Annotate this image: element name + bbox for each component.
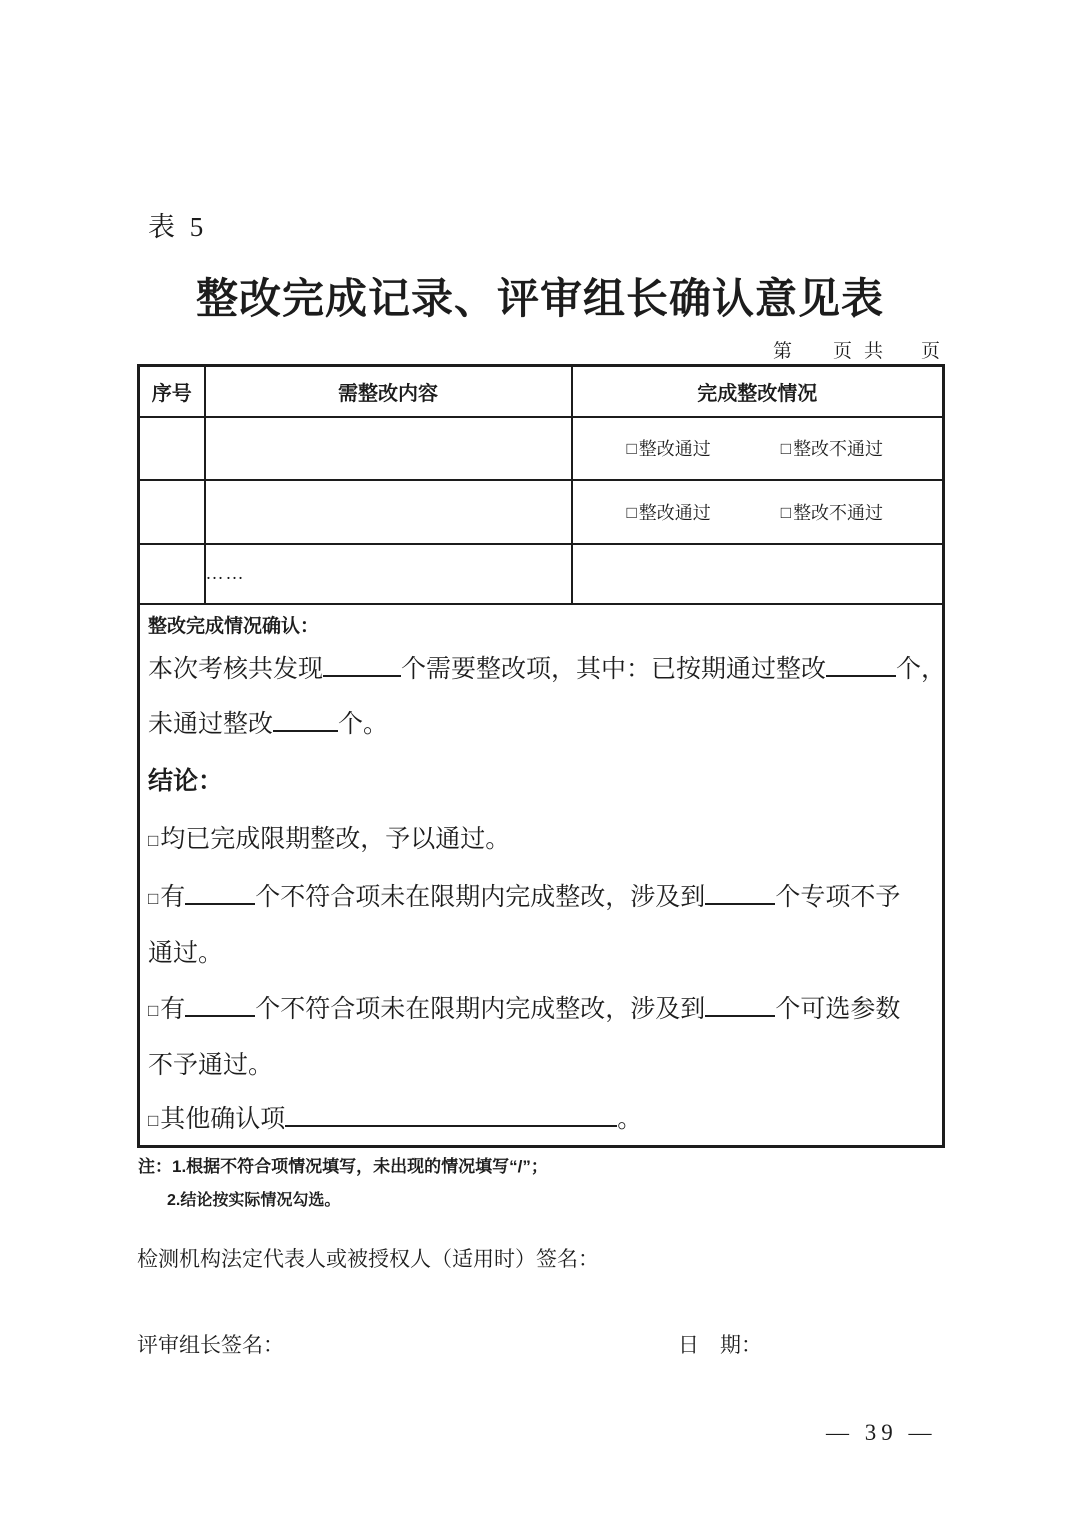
summary-text: 本次考核共发现: [148, 655, 324, 683]
status-cell: [572, 480, 944, 544]
column-header-seq: 序号: [139, 366, 205, 417]
conclusion-heading: 结论：: [148, 767, 224, 795]
conclusion-option-1: [148, 819, 510, 855]
note-line-1: 注：1.根据不符合项情况填写，未出现的情况填写“/”；: [138, 1157, 548, 1176]
summary-text: 个，: [896, 655, 947, 683]
pass-label: 整改通过: [638, 439, 711, 459]
option-text: 个可选参数: [775, 995, 901, 1023]
option-text: 有: [160, 995, 186, 1023]
table-row: [139, 480, 944, 544]
content-cell: [205, 417, 572, 480]
fail-option: [781, 435, 883, 461]
option-text: 个不符合项未在限期内完成整改，涉及到: [255, 883, 706, 911]
page-indicator: [773, 336, 940, 363]
blank-field: [185, 879, 255, 905]
table-row: [139, 544, 944, 604]
table-row: [139, 417, 944, 480]
blank-field: [705, 991, 775, 1017]
seq-cell: [139, 480, 205, 544]
fail-option: [781, 499, 883, 525]
option-text: 均已完成限期整改，予以通过。: [160, 825, 511, 853]
confirmation-row: [139, 604, 944, 1147]
blank-field: [185, 991, 255, 1017]
content-ellipsis-cell: ……: [205, 544, 572, 604]
checkbox-icon: □: [626, 502, 637, 522]
note-line-2: 2.结论按实际情况勾选。: [167, 1192, 341, 1209]
page-indicator-ye1: 页: [832, 341, 852, 362]
option-text: 个专项不予: [775, 883, 901, 911]
status-cell: [572, 544, 944, 604]
seq-cell: [139, 417, 205, 480]
status-cell: [572, 417, 944, 480]
conclusion-option-3: [148, 989, 900, 1025]
rectification-table: [137, 364, 945, 1148]
option-text: 个不符合项未在限期内完成整改，涉及到: [255, 995, 706, 1023]
date-label: 日 期：: [678, 1333, 762, 1357]
page-indicator-gong: 共: [863, 341, 883, 362]
option-text: 有: [160, 883, 186, 911]
table-header-row: [139, 366, 944, 417]
pass-option: [627, 435, 711, 461]
blank-field: [323, 651, 401, 677]
checkbox-icon: □: [148, 1000, 159, 1020]
blank-field: [285, 1101, 617, 1127]
content-cell: [205, 480, 572, 544]
conclusion-option-2-wrap: 通过。: [148, 939, 224, 967]
summary-text: 未通过整改: [148, 710, 274, 738]
page-indicator-di: 第: [772, 341, 792, 362]
summary-line-2: [148, 704, 388, 740]
conclusion-option-4: [148, 1099, 642, 1135]
blank-field: [273, 706, 338, 732]
conclusion-option-2: [148, 877, 900, 913]
checkbox-icon: □: [626, 439, 637, 458]
blank-field: [705, 879, 775, 905]
checkbox-icon: □: [780, 439, 792, 458]
pass-option: [627, 499, 711, 525]
pass-label: 整改通过: [638, 502, 711, 523]
seq-cell: [139, 544, 205, 604]
fail-label: 整改不通过: [793, 439, 884, 459]
checkbox-icon: □: [148, 1110, 159, 1130]
page-indicator-ye2: 页: [920, 341, 940, 362]
conclusion-option-3-wrap: 不予通过。: [148, 1051, 274, 1079]
form-number-label: 表 5: [148, 212, 208, 242]
agency-signature-label: 检测机构法定代表人或被授权人（适用时）签名：: [137, 1247, 599, 1271]
column-header-content: 需整改内容: [205, 366, 572, 417]
fail-label: 整改不通过: [793, 502, 884, 523]
confirmation-cell: [139, 604, 947, 1147]
blank-field: [826, 651, 896, 677]
summary-text: 个。: [338, 710, 389, 738]
page-number: — 39 —: [826, 1420, 937, 1445]
column-header-status: 完成整改情况: [572, 366, 944, 417]
page-title: 整改完成记录、评审组长确认意见表: [195, 277, 884, 323]
checkbox-icon: □: [780, 502, 792, 522]
summary-line-1: [148, 649, 946, 685]
confirmation-heading: 整改完成情况确认：: [148, 615, 320, 637]
checkbox-icon: □: [148, 888, 159, 908]
option-text: 其他确认项: [160, 1105, 286, 1133]
checkbox-icon: □: [148, 830, 159, 850]
summary-text: 个需要整改项，其中：已按期通过整改: [401, 655, 827, 683]
leader-signature-label: 评审组长签名：: [137, 1333, 284, 1357]
option-text: 。: [617, 1105, 643, 1133]
